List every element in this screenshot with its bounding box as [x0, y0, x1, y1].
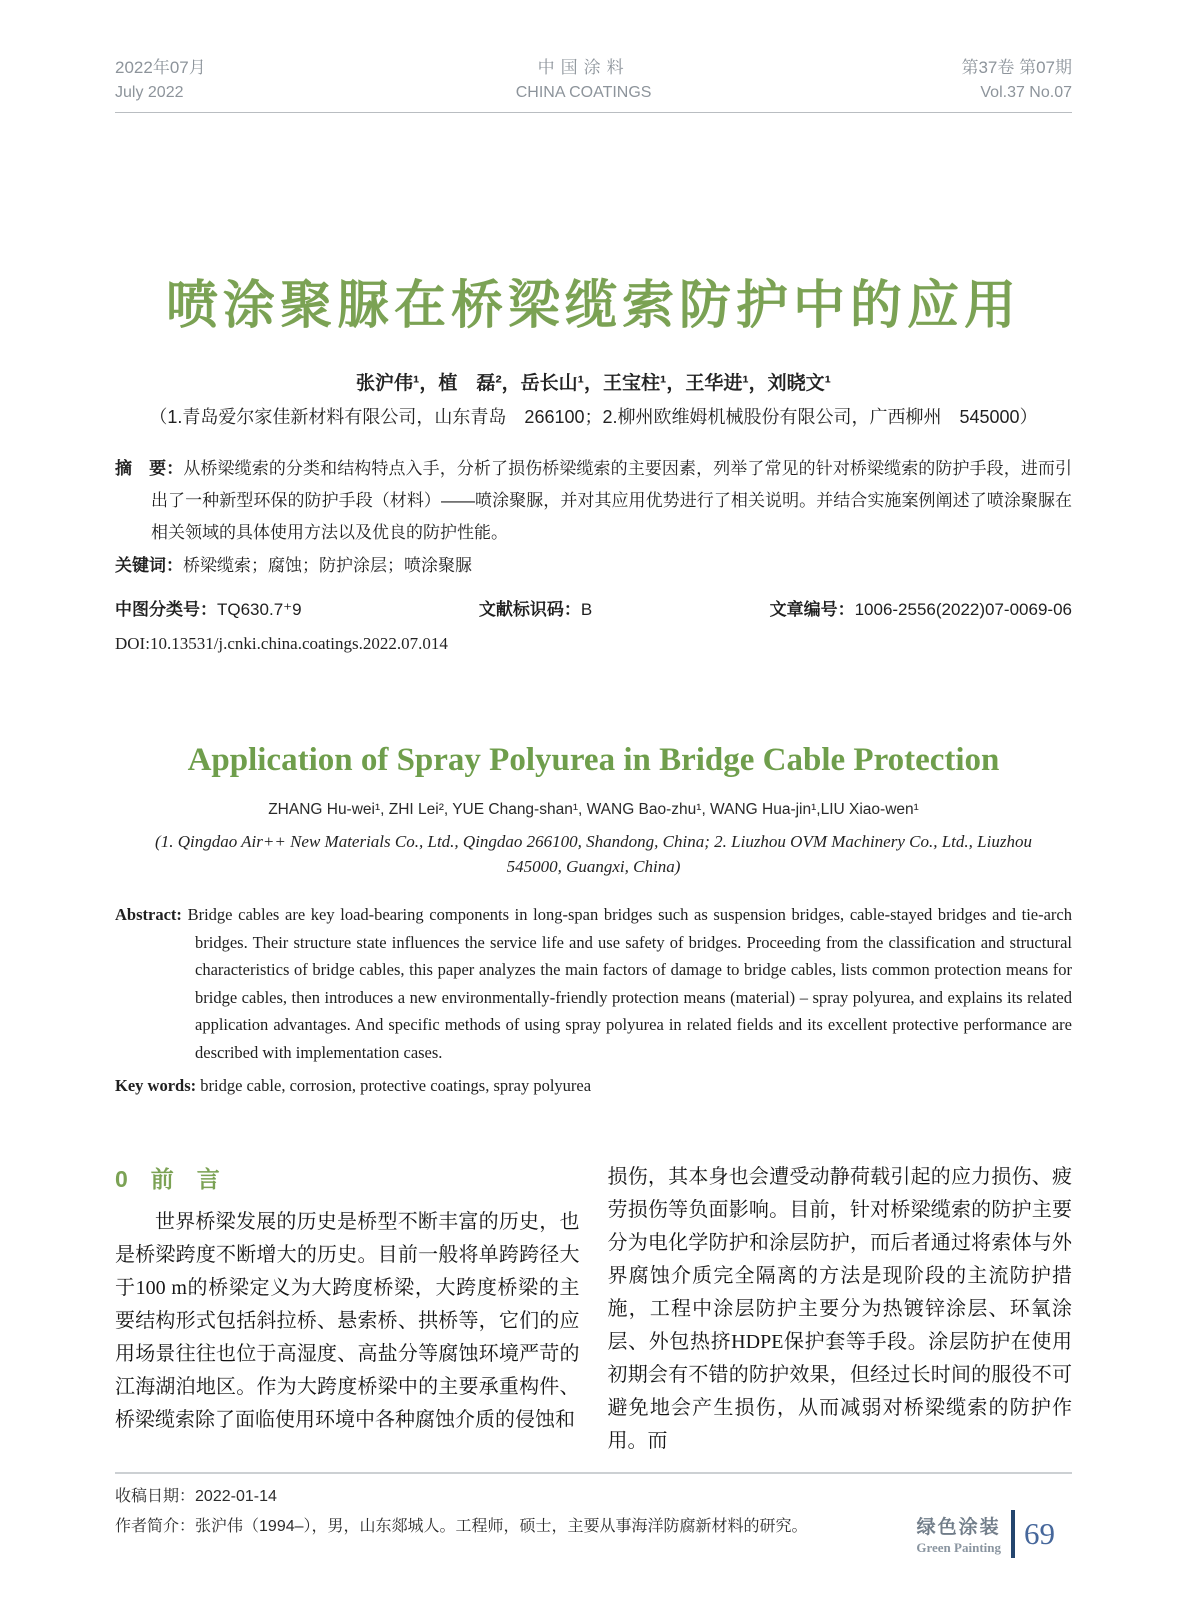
- body-column-right: [608, 1161, 1073, 1458]
- doi: DOI:10.13531/j.cnki.china.coatings.2022.07.014: [115, 634, 448, 653]
- page-footer: [916, 1510, 1055, 1558]
- body-columns: [115, 1161, 1072, 1458]
- journal-name-cn: 中国涂料: [537, 58, 630, 77]
- footnote-divider: [115, 1472, 1072, 1474]
- affiliations-cn: （1.青岛爱尔家佳新材料有限公司，山东青岛 266100；2.柳州欧维姆机械股份有限公司，广西柳州 545000）: [149, 407, 1038, 427]
- clc-number: [115, 595, 302, 620]
- body-paragraph-left: 世界桥梁发展的历史是桥型不断丰富的历史，也是桥梁跨度不断增大的历史。目前一般将单跨跨径大于100 m的桥梁定义为大跨度桥梁，大跨度桥梁的主要结构形式包括斜拉桥、悬索桥、拱桥等，它们的应用场景往往也位于高湿度、高盐分等腐蚀环境严苛的江海湖泊地区。作为大跨度桥梁中的主要承重构件、桥梁缆索除了面临使用环境中各种腐蚀介质的侵蚀和: [115, 1211, 580, 1431]
- issue-date-en: July 2022: [115, 84, 184, 101]
- body-paragraph-right: 损伤，其本身也会遭受动静荷载引起的应力损伤、疲劳损伤等负面影响。目前，针对桥梁缆索的防护主要分为电化学防护和涂层防护，而后者通过将索体与外界腐蚀介质完全隔离的方法是现阶段的主流防护措施，工程中涂层防护主要分为热镀锌涂层、环氧涂层、外包热挤HDPE保护套等手段。涂层防护在使用初期会有不错的防护效果，但经过长时间的服役不可避免地会产生损伤，从而减弱对桥梁缆索的防护作用。而: [607, 1166, 1072, 1452]
- section-heading-0: 0 前 言: [115, 1166, 220, 1192]
- document-code-label: 文献标识码：: [478, 600, 581, 619]
- keywords-cn: [115, 551, 1072, 581]
- received-date: [115, 1484, 1072, 1510]
- masthead-divider: [115, 112, 1072, 113]
- keywords-en: [115, 1072, 1072, 1099]
- page-number: 69: [1024, 1516, 1055, 1551]
- article-id-value: 1006-2556(2022)07-0069-06: [854, 600, 1072, 619]
- masthead-issue-date: [115, 55, 206, 105]
- keywords-text-en: bridge cable, corrosion, protective coatings, spray polyurea: [200, 1076, 592, 1095]
- keywords-label-cn: 关键词：: [115, 556, 183, 575]
- volume-issue-en: Vol.37 No.07: [980, 84, 1072, 101]
- received-date-label: 收稿日期：: [115, 1488, 196, 1505]
- column-label-cn: 绿色涂装: [916, 1517, 1001, 1538]
- keywords-text-cn: 桥梁缆索；腐蚀；防护涂层；喷涂聚脲: [183, 556, 472, 575]
- footer-bar: [1011, 1510, 1015, 1558]
- column-label: [916, 1512, 1001, 1556]
- masthead-volume-issue: [961, 55, 1072, 105]
- masthead: [115, 55, 1072, 105]
- document-code: [479, 595, 592, 620]
- abstract-label-en: Abstract:: [115, 905, 182, 924]
- article-title-en: Application of Spray Polyurea in Bridge Cable Protection: [187, 742, 1000, 778]
- clc-value: TQ630.7⁺9: [217, 600, 302, 619]
- abstract-label-cn: 摘 要：: [115, 459, 184, 478]
- author-bio-value: 张沪伟（1994–），男，山东郯城人。工程师，硕士，主要从事海洋防腐新材料的研究。: [195, 1518, 808, 1535]
- column-label-en: Green Painting: [916, 1540, 1001, 1555]
- authors-cn: 张沪伟¹，植 磊²，岳长山¹，王宝柱¹，王华进¹，刘晓文¹: [356, 373, 831, 394]
- abstract-text-cn: 从桥梁缆索的分类和结构特点入手，分析了损伤桥梁缆索的主要因素，列举了常见的针对桥梁缆索的防护手段，进而引出了一种新型环保的防护手段（材料）——喷涂聚脲，并对其应用优势进行了相关说明。并结合实施案例阐述了喷涂聚脲在相关领域的具体使用方法以及优良的防护性能。: [151, 459, 1073, 542]
- author-bio-label: 作者简介：: [115, 1518, 196, 1535]
- article-title-cn: 喷涂聚脲在桥梁缆索防护中的应用: [165, 277, 1021, 335]
- body-column-left: [115, 1161, 580, 1458]
- article-id-label: 文章编号：: [769, 600, 855, 619]
- classification-row: [115, 595, 1072, 620]
- abstract-en: [115, 901, 1072, 1066]
- authors-en: ZHANG Hu-wei¹, ZHI Lei², YUE Chang-shan¹, WANG Bao-zhu¹, WANG Hua-jin¹,LIU Xiao-wen¹: [268, 801, 919, 818]
- masthead-journal-name: [516, 55, 652, 105]
- article-id: [770, 595, 1072, 620]
- received-date-value: 2022-01-14: [195, 1488, 277, 1505]
- keywords-label-en: Key words:: [115, 1076, 197, 1095]
- volume-issue-cn: 第37卷 第07期: [961, 58, 1072, 77]
- issue-date-cn: 2022年07月: [115, 58, 206, 77]
- abstract-cn: [115, 453, 1072, 549]
- affiliations-en: (1. Qingdao Air++ New Materials Co., Ltd., Qingdao 266100, Shandong, China; 2. Liuzhou OVM Machinery Co., Ltd., Liuzhou 545000, Guangxi, China): [155, 832, 1032, 876]
- document-code-value: B: [580, 600, 593, 619]
- journal-name-en: CHINA COATINGS: [515, 84, 652, 101]
- abstract-text-en: Bridge cables are key load-bearing components in long-span bridges such as suspension bridges, cable-stayed bridges and tie-arch bridges. Their structure state influences the service life and use safety of bridges. Proceeding from the classification and structural characteristics of bridge cables, this paper analyzes the main factors of damage to bridge cables, lists common protection means for bridge cables, then introduces a new environmentally-friendly protection means (material) – spray polyurea, and explains its related application advantages. And specific methods of using spray polyurea in related fields and its excellent protective performance are described with implementation cases.: [187, 905, 1073, 1062]
- clc-label: 中图分类号：: [115, 600, 217, 619]
